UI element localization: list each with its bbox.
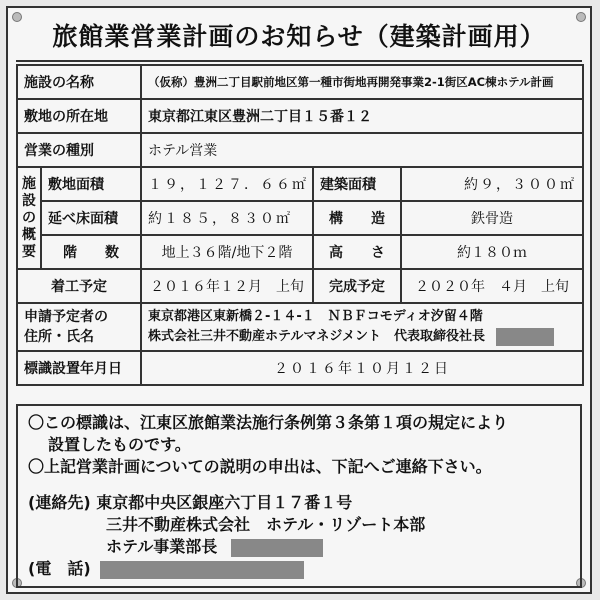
posted-label: 標識設置年月日 bbox=[17, 351, 141, 385]
building-area-label: 建築面積 bbox=[313, 167, 401, 201]
building-area-value: 約９，３００㎡ bbox=[401, 167, 583, 201]
notice-line1: 〇この標識は、江東区旅館業法施行条例第３条第１項の規定により bbox=[28, 413, 509, 432]
contact-block bbox=[28, 492, 570, 580]
location-value: 東京都江東区豊洲二丁目１５番１２ bbox=[141, 99, 583, 133]
contact-label: (連絡先) bbox=[28, 493, 91, 512]
notice-line3: 〇上記営業計画についての説明の申出は、下記へご連絡下さい。 bbox=[28, 457, 492, 476]
structure-value: 鉄骨造 bbox=[401, 201, 583, 235]
applicant-address: 東京都港区東新橋２-１４-１ ＮＢＦコモディオ汐留４階 bbox=[148, 309, 483, 324]
applicant-label-line1: 申請予定者の bbox=[24, 309, 108, 325]
redacted-name bbox=[496, 328, 554, 346]
contact-address: 東京都中央区銀座六丁目１７番１号 bbox=[96, 493, 353, 512]
contact-company: 三井不動産株式会社 ホテル・リゾート本部 bbox=[106, 515, 426, 534]
notice-sign bbox=[6, 6, 592, 594]
plan-table bbox=[16, 64, 584, 386]
facility-name-label: 施設の名称 bbox=[17, 65, 141, 99]
site-area-label: 敷地面積 bbox=[41, 167, 141, 201]
notice-line2: 設置したものです。 bbox=[48, 435, 191, 454]
start-value: ２０１６年１２月 上旬 bbox=[141, 269, 313, 303]
location-label: 敷地の所在地 bbox=[17, 99, 141, 133]
floor-area-value: 約１８５，８３０㎡ bbox=[141, 201, 313, 235]
redacted-person bbox=[231, 539, 323, 557]
facility-name-value: （仮称）豊洲二丁目駅前地区第一種市街地再開発事業2-1街区AC棟ホテル計画 bbox=[141, 65, 583, 99]
applicant-value bbox=[141, 303, 583, 351]
applicant-name: 株式会社三井不動産ホテルマネジメント 代表取締役社長 bbox=[148, 329, 485, 344]
notice-text bbox=[16, 404, 582, 588]
site-area-value: １９，１２７．６６㎡ bbox=[141, 167, 313, 201]
sign-title: 旅館業営業計画のお知らせ（建築計画用） bbox=[16, 14, 582, 62]
height-label: 高 さ bbox=[313, 235, 401, 269]
applicant-label-line2: 住所・氏名 bbox=[24, 329, 94, 345]
complete-label: 完成予定 bbox=[313, 269, 401, 303]
structure-label: 構 造 bbox=[313, 201, 401, 235]
posted-value: ２０１６年１０月１２日 bbox=[141, 351, 583, 385]
contact-person: ホテル事業部長 bbox=[106, 537, 218, 556]
floors-value: 地上３６階/地下２階 bbox=[141, 235, 313, 269]
business-type-value: ホテル営業 bbox=[141, 133, 583, 167]
start-label: 着工予定 bbox=[17, 269, 141, 303]
floor-area-label: 延べ床面積 bbox=[41, 201, 141, 235]
complete-value: ２０２０年 ４月 上旬 bbox=[401, 269, 583, 303]
applicant-label bbox=[17, 303, 141, 351]
overview-label: 施設の概要 bbox=[17, 167, 41, 269]
phone-label: (電 話) bbox=[28, 559, 91, 578]
redacted-phone bbox=[100, 561, 304, 579]
business-type-label: 営業の種別 bbox=[17, 133, 141, 167]
height-value: 約１８０ｍ bbox=[401, 235, 583, 269]
floors-label: 階 数 bbox=[41, 235, 141, 269]
